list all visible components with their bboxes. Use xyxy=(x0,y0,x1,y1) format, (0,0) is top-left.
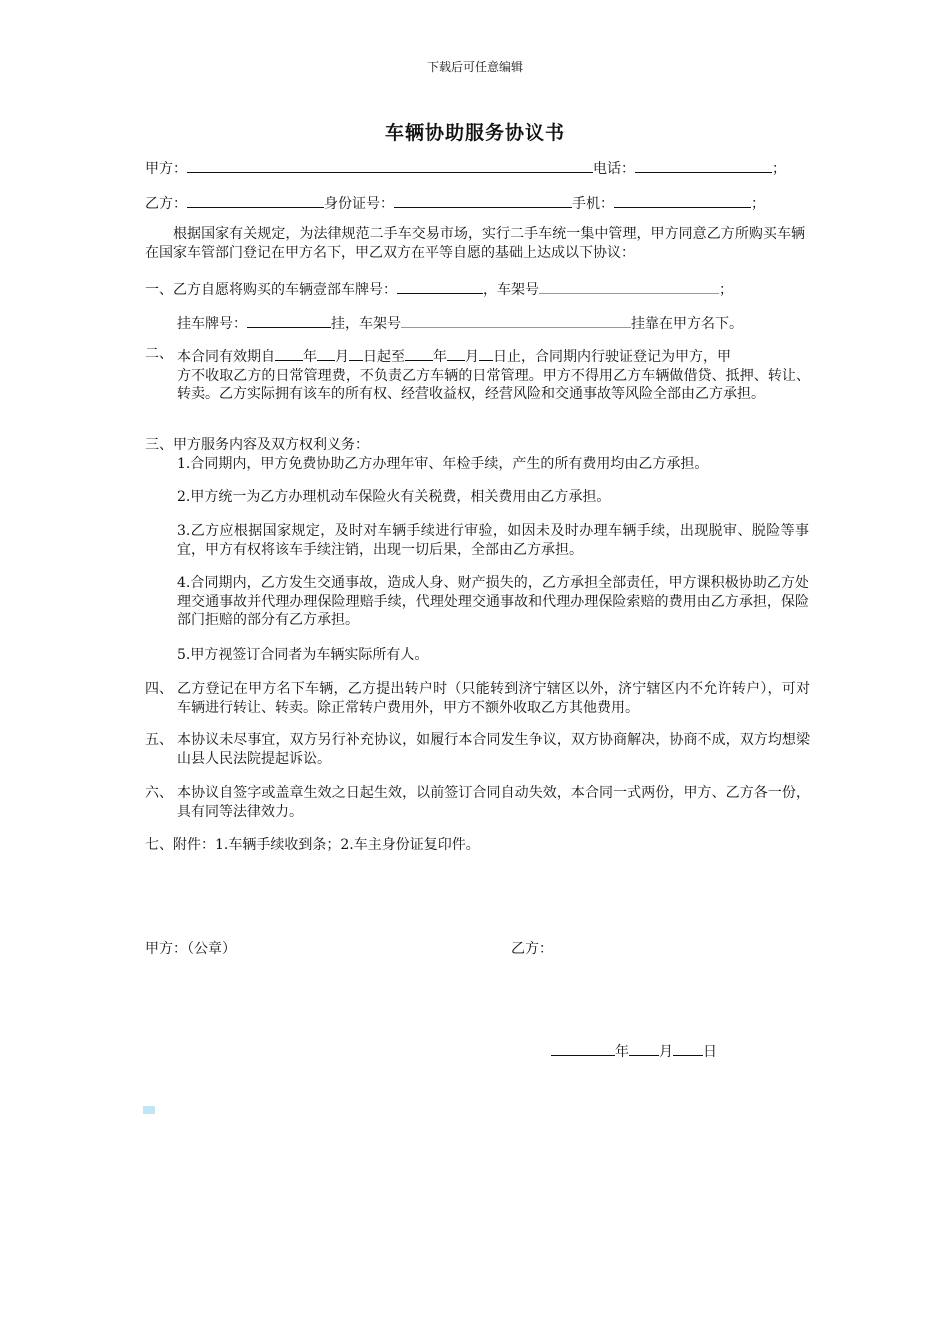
sign-year-blank[interactable] xyxy=(551,1040,615,1056)
clause-5-text: 本协议未尽事宜，双方另行补充协议，如履行本合同发生争议，双方协商解决，协商不成，双方均想梁山县人民法院提起诉讼。 xyxy=(177,732,810,767)
party-b-line xyxy=(145,192,765,212)
clause-3-heading: 甲方服务内容及双方权利义务： xyxy=(173,437,369,453)
clause-1-number: 一、 xyxy=(145,282,173,298)
document-title: 车辆协助服务协议书 xyxy=(384,122,565,144)
page-marker xyxy=(143,1106,155,1114)
clause-1-text-a: 乙方自愿将购买的车辆壹部车牌号： xyxy=(173,282,397,298)
clause-4-text: 乙方登记在甲方名下车辆，乙方提出转户时（只能转到济宁辖区以外，济宁辖区内不允许转户），可对车辆进行转让、转卖。除正常转户费用外，甲方不额外收取乙方其他费用。 xyxy=(177,681,810,716)
clause-1-text-c: ； xyxy=(719,282,733,298)
clause-5-number: 五、 xyxy=(145,732,173,748)
clause-2-text-c: 日止，合同期内行驶证登记为甲方，甲 xyxy=(493,349,731,365)
sign-date-line xyxy=(551,1040,717,1060)
year-label: 年 xyxy=(303,349,317,365)
sign-month-label: 月 xyxy=(659,1044,673,1060)
clause-6-number: 六、 xyxy=(145,785,173,801)
start-month-blank[interactable] xyxy=(317,345,335,361)
clause-2-text-a: 本合同有效期自 xyxy=(177,349,275,365)
phone-label: 电话： xyxy=(593,161,635,177)
party-a-blank[interactable] xyxy=(187,157,593,173)
id-label: 身份证号： xyxy=(324,196,394,212)
end-month-blank[interactable] xyxy=(447,345,465,361)
clause-3-heading-line xyxy=(145,435,369,455)
start-year-blank[interactable] xyxy=(275,345,303,361)
trailer-vin-blank[interactable] xyxy=(401,312,631,328)
trailer-plate-blank[interactable] xyxy=(247,312,331,328)
clause-2 xyxy=(145,345,810,404)
mobile-blank[interactable] xyxy=(614,192,751,208)
download-note: 下载后可任意编辑 xyxy=(426,60,523,74)
end-year-blank[interactable] xyxy=(405,345,433,361)
clause-1-text-b: ，车架号 xyxy=(483,282,539,298)
month-label: 月 xyxy=(465,349,479,365)
clause-1-text-end: 挂靠在甲方名下。 xyxy=(631,316,743,332)
clause-1-line-2 xyxy=(177,312,743,332)
clause-5 xyxy=(145,731,810,768)
clause-4-number: 四、 xyxy=(145,681,173,697)
party-b-blank[interactable] xyxy=(187,192,324,208)
party-b-label: 乙方： xyxy=(145,196,187,212)
clause-1-line-1 xyxy=(145,278,733,298)
clause-3-item-3: 3.乙方应根据国家规定，及时对车辆手续进行审验，如因未及时办理车辆手续，出现脱审、脱险等事宜，甲方有权将该车手续注销，出现一切后果，全部由乙方承担。 xyxy=(177,523,809,558)
month-label: 月 xyxy=(335,349,349,365)
clause-2-rest: 方不收取乙方的日常管理费，不负责乙方车辆的日常管理。甲方不得用乙方车辆做借贷、抵押、转让、转卖。乙方实际拥有该车的所有权、经营收益权，经营风险和交通事故等风险全部由乙方承担。 xyxy=(177,367,810,402)
semicolon: ； xyxy=(772,161,786,177)
vin-blank[interactable] xyxy=(539,278,719,294)
semicolon: ； xyxy=(751,196,765,212)
sign-day-label: 日 xyxy=(703,1044,717,1060)
clause-3-item-1: 1.合同期内，甲方免费协助乙方办理年审、年检手续，产生的所有费用均由乙方承担。 xyxy=(177,456,709,472)
trailer-plate-label: 挂车牌号： xyxy=(177,316,247,332)
clause-3-item-5: 5.甲方视签订合同者为车辆实际所有人。 xyxy=(177,647,429,663)
clause-6 xyxy=(145,784,810,821)
start-day-blank[interactable] xyxy=(349,345,363,361)
clause-3-item-4: 4.合同期内，乙方发生交通事故，造成人身、财产损失的，乙方承担全部责任，甲方课积极协助乙方处理交通事故并代理办理保险理赔手续，代理处理交通事故和代理办理保险索赔的费用由乙方承担，保险部门拒赔的部分有乙方承担。 xyxy=(177,575,809,628)
sign-month-blank[interactable] xyxy=(629,1040,659,1056)
clause-2-text-b: 日起至 xyxy=(363,349,405,365)
mobile-label: 手机： xyxy=(572,196,614,212)
sign-year-label: 年 xyxy=(615,1044,629,1060)
party-a-line xyxy=(145,157,786,177)
clause-3-item-2: 2.甲方统一为乙方办理机动车保险火有关税费，相关费用由乙方承担。 xyxy=(177,489,611,505)
clause-2-line-1 xyxy=(177,345,810,367)
party-b-signature-label: 乙方： xyxy=(511,941,553,957)
year-label: 年 xyxy=(433,349,447,365)
plate-number-blank[interactable] xyxy=(397,278,483,294)
party-a-label: 甲方： xyxy=(145,161,187,177)
clause-6-text: 本协议自签字或盖章生效之日起生效，以前签订合同自动失效，本合同一式两份，甲方、乙方各一份，具有同等法律效力。 xyxy=(177,785,810,820)
clause-4 xyxy=(145,680,810,717)
sign-day-blank[interactable] xyxy=(673,1040,703,1056)
trailer-vin-label: 挂，车架号 xyxy=(331,316,401,332)
clause-3-number: 三、 xyxy=(145,437,173,453)
id-blank[interactable] xyxy=(394,192,572,208)
intro-paragraph: 根据国家有关规定，为法律规范二手车交易市场，实行二手车统一集中管理，甲方同意乙方所购买车辆在国家车管部门登记在甲方名下，甲乙双方在平等自愿的基础上达成以下协议： xyxy=(145,226,805,261)
end-day-blank[interactable] xyxy=(479,345,493,361)
clause-7-text: 附件：1.车辆手续收到条；2.车主身份证复印件。 xyxy=(173,837,480,853)
phone-blank[interactable] xyxy=(635,157,772,173)
clause-7-number: 七、 xyxy=(145,837,173,853)
clause-2-number: 二、 xyxy=(145,346,173,362)
clause-7 xyxy=(145,835,480,855)
party-a-signature-label: 甲方：（公章） xyxy=(145,941,236,957)
